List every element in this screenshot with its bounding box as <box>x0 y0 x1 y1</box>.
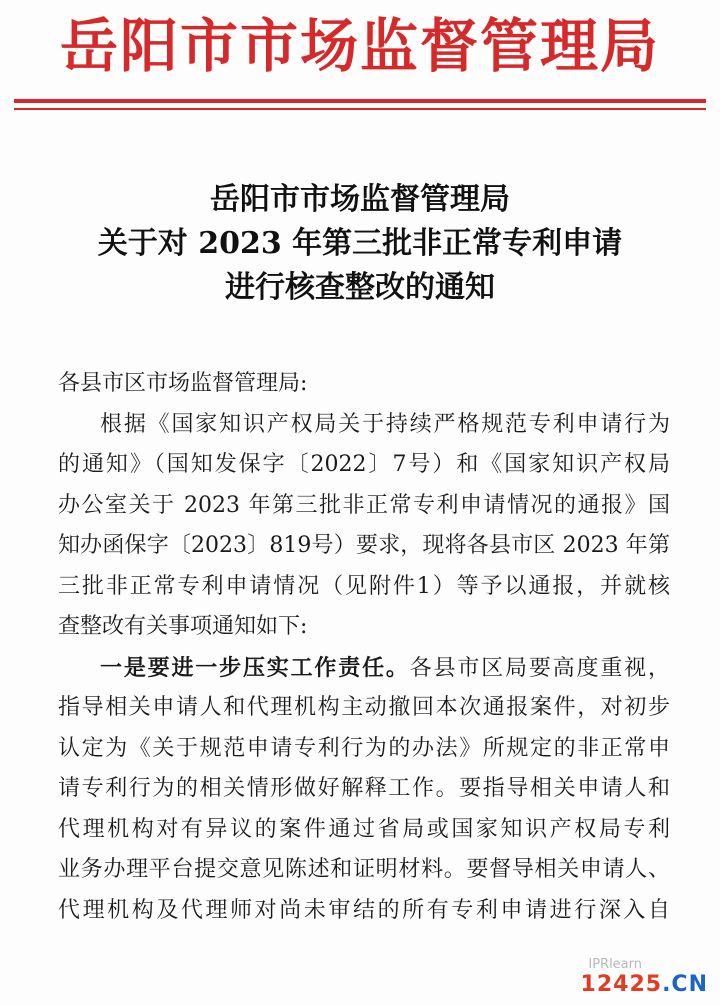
notice-title <box>0 178 720 310</box>
paragraph1-line: 的通知》（国知发保字〔2022〕7号）和《国家知识产权局 <box>58 452 670 477</box>
paragraph2-line: 请专利行为的相关情形做好解释工作。要指导相关申请人和 <box>58 776 670 801</box>
paragraph1-line: 知办函保字〔2023〕819号）要求，现将各县市区 2023 年第 <box>58 533 670 558</box>
letterhead-org-name: 岳阳市市场监督管理局 <box>59 12 660 80</box>
site-watermark <box>581 972 708 998</box>
paragraph1-line: 查整改有关事项通知如下: <box>58 614 308 639</box>
letterhead-rule-thick <box>14 99 706 103</box>
paragraph2-line: 代理机构及代理师对尚未审结的所有专利申请进行深入自 <box>58 897 670 923</box>
notice-title-line2: 关于对 2023 年第三批非正常专利申请 <box>97 226 623 261</box>
paragraph2-line: 认定为《关于规范申请专利行为的办法》所规定的非正常申 <box>58 735 670 761</box>
paragraph2-line: 业务办理平台提交意见陈述和证明材料。要督导相关申请人、 <box>58 857 670 882</box>
paragraph2-first-line <box>58 648 670 689</box>
paragraph1-line: 办公室关于 2023 年第三批非正常专利申请情况的通报》国 <box>58 492 670 518</box>
paragraph2-line: 指导相关申请人和代理机构主动撤回本次通报案件，对初步 <box>58 695 670 720</box>
notice-title-line3: 进行核查整改的通知 <box>225 270 495 305</box>
paragraph2-first-line-text: 各县市区局要高度重视， <box>409 655 670 681</box>
paragraph1-line: 根据《国家知识产权局关于持续严格规范专利申请行为 <box>100 411 670 437</box>
faint-watermark: IPRlearn <box>588 957 642 972</box>
paragraph2-line: 代理机构对有异议的案件通过省局或国家知识产权局专利 <box>58 816 670 842</box>
salutation: 各县市区市场监督管理局: <box>58 371 308 396</box>
paragraph2-lead-heading: 一是要进一步压实工作责任。 <box>100 654 410 681</box>
notice-title-line1: 岳阳市市场监督管理局 <box>210 182 510 217</box>
letterhead-rule-thin <box>14 108 706 110</box>
paragraph1-line: 三批非正常专利申请情况（见附件1）等予以通报，并就核 <box>58 573 670 599</box>
notice-body <box>58 364 670 931</box>
site-watermark-suffix: .CN <box>662 972 708 997</box>
site-watermark-number: 12425 <box>580 972 663 997</box>
